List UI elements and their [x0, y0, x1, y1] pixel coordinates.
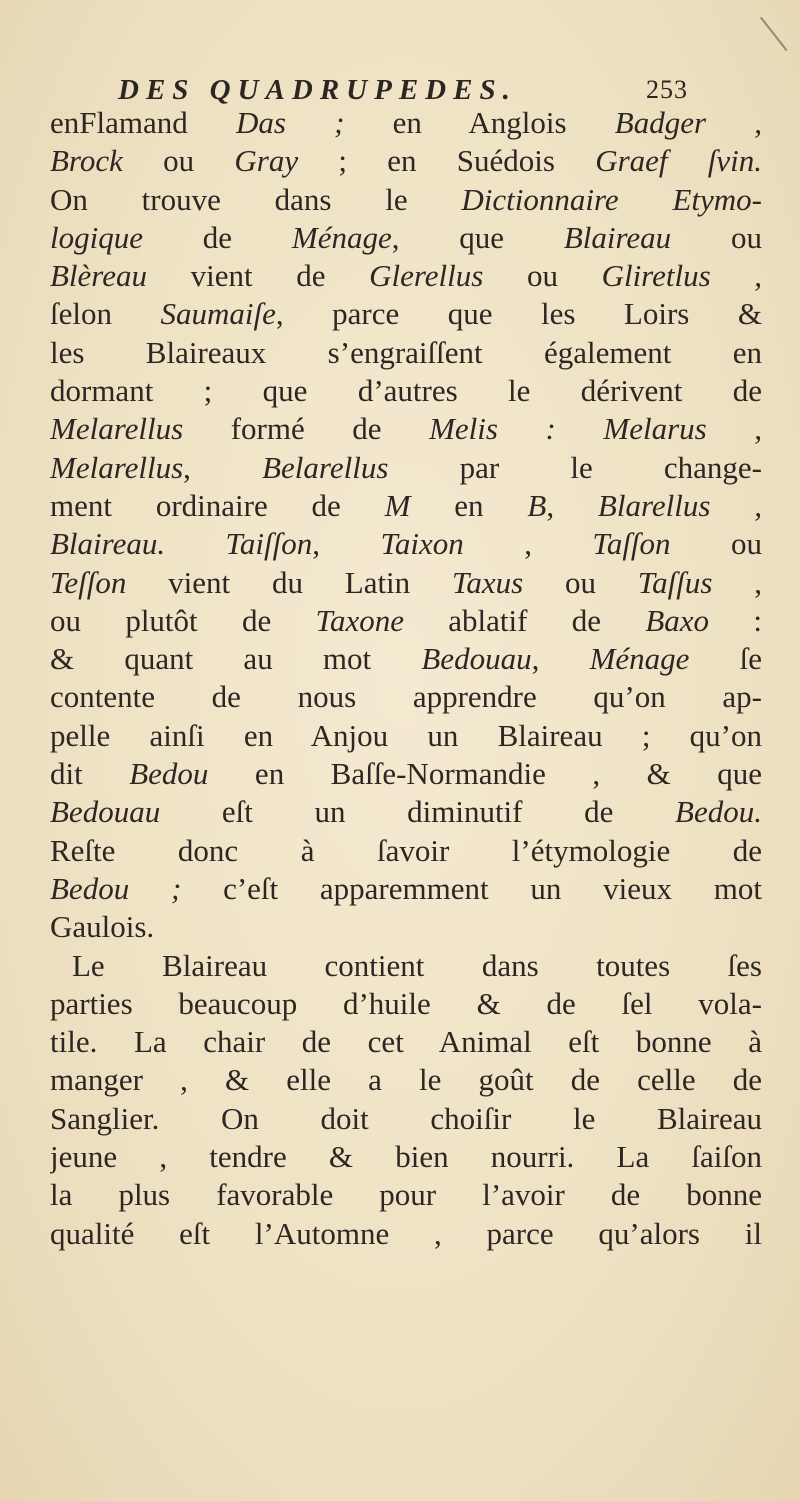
text-segment: manger , & elle a le goût de celle de: [50, 1062, 762, 1098]
italic-segment: Blaireau. Taiſſon: [50, 526, 313, 562]
text-line: [50, 793, 762, 831]
text-segment: ,: [312, 526, 381, 562]
running-title: DES QUADRUPEDES.: [118, 74, 517, 106]
text-segment: tile. La chair de cet Animal eſt bonne à: [50, 1024, 762, 1060]
text-segment: jeune , tendre & bien nourri. La ſaiſon: [50, 1139, 762, 1175]
text-line: [50, 602, 762, 640]
text-segment: Sanglier. On doit choiſir le Blaireau: [50, 1100, 762, 1136]
text-segment: eſt un diminutif de: [160, 794, 676, 830]
text-segment: ,: [183, 449, 263, 485]
text-segment: pelle ainſi en Anjou un Blaireau ; qu’on: [50, 717, 762, 753]
italic-segment: Glerellus: [369, 258, 484, 294]
italic-segment: Ménage: [291, 219, 392, 255]
text-line: [50, 870, 762, 908]
text-segment: par le change-: [388, 449, 762, 485]
body-text: [50, 104, 762, 1253]
text-line: [50, 564, 762, 602]
italic-segment: logique: [50, 219, 143, 255]
italic-segment: Teſſon: [50, 564, 127, 600]
text-segment: Reſte donc à ſavoir l’étymologie de: [50, 832, 762, 868]
text-segment: en: [410, 487, 528, 523]
text-line: [50, 487, 762, 525]
text-segment: dormant ; que d’autres le dérivent de: [50, 373, 762, 409]
page-number: 253: [646, 75, 688, 104]
text-segment: vient de: [146, 258, 370, 294]
text-segment: contente de nous apprendre qu’on ap-: [50, 679, 762, 715]
italic-segment: Taxus: [451, 564, 524, 600]
italic-segment: Baxo: [645, 602, 710, 638]
text-line: [50, 219, 762, 257]
italic-segment: Bedouau: [421, 641, 532, 677]
text-segment: :: [709, 602, 762, 638]
text-line: [50, 142, 762, 180]
text-segment: ,: [546, 487, 598, 523]
text-segment: ou: [670, 526, 762, 562]
text-segment: qualité eſt l’Automne , parce qu’alors il: [50, 1215, 762, 1251]
text-segment: ,: [531, 641, 590, 677]
text-line: [50, 181, 762, 219]
italic-segment: Melarellus: [50, 449, 184, 485]
text-line: [50, 1061, 762, 1099]
text-segment: parties beaucoup d’huile & de ſel vola-: [50, 985, 762, 1021]
text-line: [50, 832, 762, 870]
text-line: [50, 257, 762, 295]
text-segment: ment ordinaire de: [50, 487, 385, 523]
text-segment: ou: [122, 143, 235, 179]
italic-segment: Bedou.: [675, 794, 762, 830]
italic-segment: Dictionnaire Etymo-: [461, 181, 762, 217]
text-segment: en Anglois: [344, 105, 615, 140]
text-line: [50, 947, 762, 985]
italic-segment: Badger ,: [614, 105, 762, 140]
text-segment: ſe: [689, 641, 762, 677]
italic-segment: Taixon: [380, 526, 464, 562]
text-segment: ou: [671, 219, 762, 255]
italic-segment: Melis : Melarus ,: [429, 411, 762, 447]
text-line: [50, 717, 762, 755]
text-line: [50, 104, 762, 142]
text-segment: ou: [483, 258, 602, 294]
text-segment: ſelon: [50, 296, 161, 332]
text-segment: de: [143, 219, 292, 255]
text-line: [50, 755, 762, 793]
text-segment: ou: [523, 564, 638, 600]
text-line: [50, 640, 762, 678]
italic-segment: Das ;: [235, 105, 345, 140]
italic-segment: Bedou ;: [50, 870, 182, 906]
text-line: [50, 1215, 762, 1253]
italic-segment: Gliretlus ,: [601, 258, 762, 294]
text-line: [50, 1100, 762, 1138]
italic-segment: Blaireau: [563, 219, 672, 255]
italic-segment: Belarellus: [262, 449, 389, 485]
text-segment: & quant au mot: [50, 641, 422, 677]
italic-segment: Bedou: [129, 756, 209, 792]
italic-segment: Blarellus ,: [597, 487, 762, 523]
pencil-mark: [760, 17, 787, 51]
italic-segment: Taſſon: [592, 526, 671, 562]
text-line: [50, 295, 762, 333]
text-line: [50, 410, 762, 448]
italic-segment: Taxone: [315, 602, 404, 638]
text-segment: en Baſſe-Normandie , & que: [208, 756, 762, 792]
text-line: [50, 372, 762, 410]
text-segment: Le Blaireau contient dans toutes ſes: [72, 947, 762, 983]
text-segment: Gaulois.: [50, 909, 155, 945]
text-segment: ,: [712, 564, 762, 600]
text-segment: ; en Suédois: [298, 143, 596, 179]
text-segment: ablatif de: [403, 602, 646, 638]
text-segment: ,: [463, 526, 593, 562]
text-line: [50, 908, 762, 946]
italic-segment: Gray: [234, 143, 299, 179]
text-line: [50, 449, 762, 487]
italic-segment: M: [384, 487, 411, 523]
text-line: [50, 1138, 762, 1176]
text-segment: , que: [391, 219, 564, 255]
text-segment: enFlamand: [50, 105, 236, 140]
italic-segment: Saumaiſe: [160, 296, 276, 332]
text-line: [50, 678, 762, 716]
text-segment: la plus favorable pour l’avoir de bonne: [50, 1177, 762, 1213]
text-segment: les Blaireaux s’engraiſſent également en: [50, 334, 762, 370]
text-segment: dit: [50, 756, 130, 792]
italic-segment: Brock: [50, 143, 123, 179]
text-segment: formé de: [183, 411, 430, 447]
text-segment: On trouve dans le: [50, 181, 462, 217]
italic-segment: Melarellus: [50, 411, 184, 447]
italic-segment: B: [527, 487, 547, 523]
italic-segment: Bedouau: [50, 794, 161, 830]
text-segment: vient du Latin: [126, 564, 452, 600]
text-line: [50, 525, 762, 563]
italic-segment: Graef ſvin.: [595, 143, 762, 179]
text-segment: c’eſt apparemment un vieux mot: [181, 870, 762, 906]
italic-segment: Taſſus: [637, 564, 713, 600]
italic-segment: Ménage: [589, 641, 690, 677]
italic-segment: Blèreau: [50, 258, 147, 294]
text-line: [50, 1023, 762, 1061]
text-line: [50, 334, 762, 372]
text-segment: , parce que les Loirs &: [275, 296, 762, 332]
text-line: [50, 1176, 762, 1214]
text-segment: ou plutôt de: [50, 602, 316, 638]
text-line: [50, 985, 762, 1023]
